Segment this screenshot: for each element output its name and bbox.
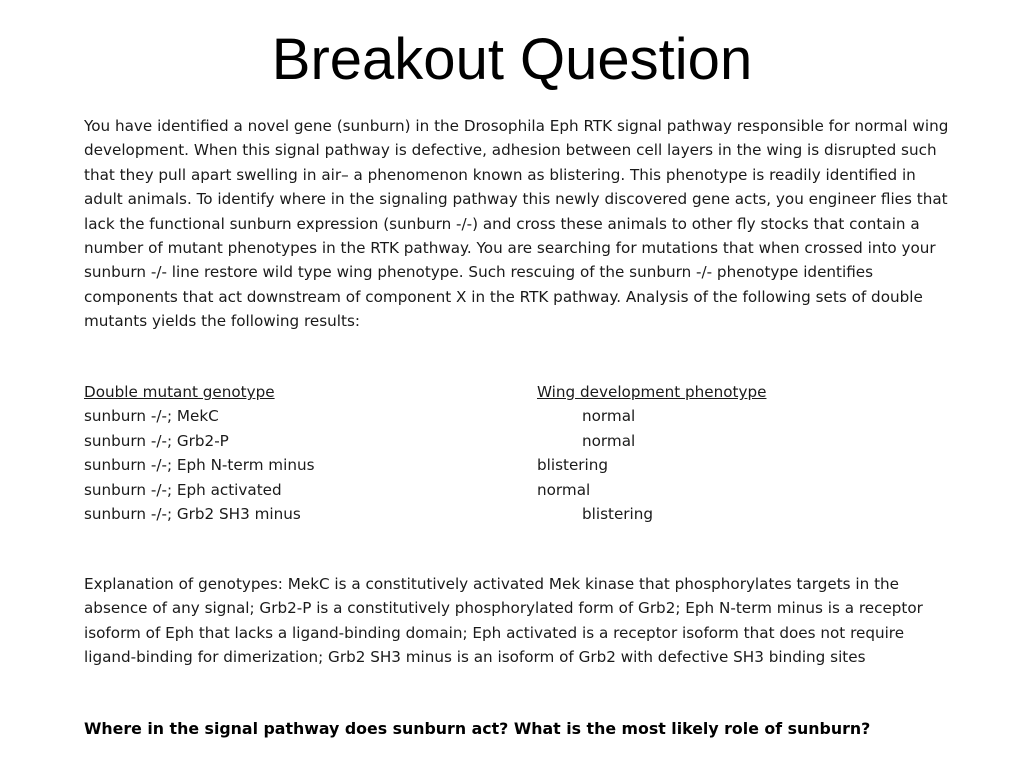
genotype-cell: sunburn -/-; Eph N-term minus	[84, 456, 315, 475]
table-header-row	[84, 380, 844, 404]
phenotype-cell: blistering	[537, 456, 609, 475]
intro-paragraph: You have identified a novel gene (sunburn) in the Drosophila Eph RTK signal pathway responsible for normal wing development. When this signal pathway is defective, adhesion between cell layers in the wing is disrupted such that they pull apart swelling in air– a phenomenon known as blistering. This phenotype is readily identified in adult animals. To identify where in the signaling pathway this newly discovered gene acts, you engineer flies that lack the functional sunburn expression (sunburn -/-) and cross these animals to other fly stocks that contain a number of mutant phenotypes in the RTK pathway. You are searching for mutations that when crossed into your sunburn -/- line restore wild type wing phenotype. Such rescuing of the sunburn -/- phenotype identifies components that act downstream of component X in the RTK pathway. Analysis of the following sets of double mutants yields the following results:	[84, 117, 949, 331]
phenotype-cell: normal	[582, 431, 636, 450]
double-mutant-table	[84, 380, 844, 526]
slide-title: Breakout Question	[271, 27, 753, 92]
phenotype-column-header: Wing development phenotype	[537, 383, 767, 401]
phenotype-cell: blistering	[582, 504, 654, 523]
genotype-cell: sunburn -/-; Grb2 SH3 minus	[84, 504, 301, 523]
table-row	[84, 429, 844, 453]
genotype-column-header: Double mutant genotype	[84, 383, 275, 401]
question-text: Where in the signal pathway does sunburn act? What is the most likely role of sunburn?	[84, 719, 871, 738]
genotype-cell: sunburn -/-; Eph activated	[84, 480, 282, 499]
table-row	[84, 478, 844, 502]
table-row	[84, 453, 844, 477]
genotype-cell: sunburn -/-; Grb2-P	[84, 431, 229, 450]
table-row	[84, 404, 844, 428]
phenotype-cell: normal	[582, 407, 636, 426]
phenotype-cell: normal	[537, 480, 591, 499]
explanation-paragraph: Explanation of genotypes: MekC is a constitutively activated Mek kinase that phosphorylates targets in the absence of any signal; Grb2-P is a constitutively phosphorylated form of Grb2; Eph N-term minus is a receptor isoform of Eph that lacks a ligand-binding domain; Eph activated is a receptor isoform that does not require ligand-binding for dimerization; Grb2 SH3 minus is an isoform of Grb2 with defective SH3 binding sites	[84, 575, 923, 667]
genotype-cell: sunburn -/-; MekC	[84, 407, 219, 426]
table-row	[84, 502, 844, 526]
